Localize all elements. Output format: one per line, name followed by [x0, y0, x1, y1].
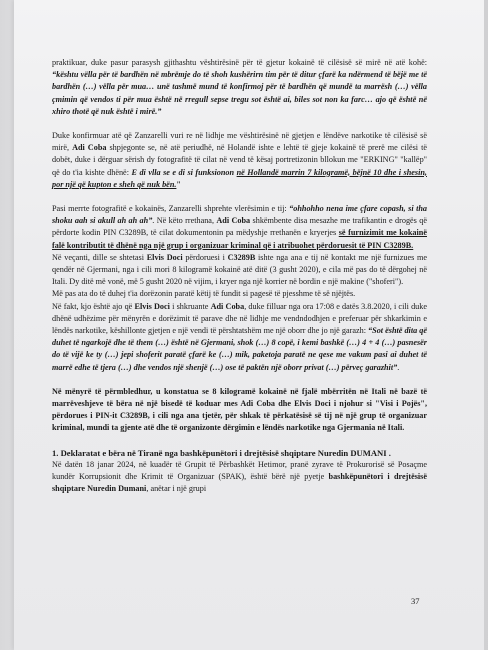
quote-2-start: E di vlla se e di	[131, 167, 188, 177]
section-paragraph	[52, 459, 427, 496]
paragraph-3-text: . Në këto rrethana,	[152, 216, 217, 226]
paragraph-3-body: shkëmbente disa mesazhe me trafikantin e drogës që përdorte kodin PIN C3289B, të cilat dokumentonin pa mëdyshje rrethanën e kryerjes	[52, 216, 427, 238]
paragraph-5-intro: Në fakt, kjo është ajo që	[52, 301, 135, 311]
paragraph-5	[52, 301, 427, 374]
section-heading: 1. Deklaratat e bëra në Tiranë nga bashkëpunëtori i drejtësisë shqiptare Nuredin DUMANI .	[52, 447, 391, 458]
name-elvis-doci: Elvis Doci	[134, 301, 170, 311]
paragraph-3b-intro: Në veçanti, dille se shtetasi	[52, 252, 147, 262]
paragraph-2	[52, 130, 427, 191]
pin-code: C3289B	[227, 252, 256, 262]
paragraph-3b-text: përdoruesi i	[182, 252, 228, 262]
name-adi-coba: Adi Coba	[72, 143, 107, 153]
name-adi-coba: Adi Coba	[216, 216, 251, 226]
paragraph-5-body: , duke filluar nga ora 17:08 e datës 3.8.2020, i cili duke dhënë udhëzime për mënyrën e dorëzimit të paravе dhe në lidhje me vendndodhjen e preferuar për shkarkimin e lëndës narkotike, këshillonte gjetjen e një vendi të përshtatshëm me një oborr dhe jo një garazh:	[52, 301, 427, 336]
paragraph-1-intro: praktikuar, duke pasur parasysh gjithashtu vështirësinë për të gjetur kokainë të cilësisë së mirë në atë kohë:	[52, 58, 427, 67]
quote-5: “Sot është dita që duhet të ngarkojë dhe të them (…) është në Gjermani, shok (…) 8 copë, i kemi bashkë (…) 4 + 4 (…) pasnesër do të vijë ke ty (…) jepi shoferit paratë çfarë ke (…) mik, paketoja paratë ne qese me vakum pasi ai duhet të marrë edhe të tjera (…) dhe vendos një shenjë (…) ose të paktën një oborr privat (…) përveç garazhit”	[52, 326, 427, 372]
quote-2-underlined: në Hollandë marrin 7 kilogramë, bëjnë 10 dhe i shesin, por një që kupton e sheh që nuk bën.	[52, 167, 427, 189]
name-nuredin-dumani: bashkëpunëtori i drejtësisë shqiptare Nuredin Dumani	[52, 472, 427, 494]
paragraph-2-intro: Duke konfirmuar atë që Zanzarelli vuri re në lidhje me vështirësinë në gjetjen e lëndëve narkotike të cilësisë së mirë,	[52, 131, 427, 153]
paragraph-3-intro: Pasi merrte fotografitë e kokainës, Zanzarelli shprehte vlerësimin e tij:	[52, 204, 290, 214]
quote-3: “ohhohho nena ime çfare copash, si tha shoku aah si akull ah ah ah”	[52, 204, 427, 226]
paragraph-3	[52, 203, 427, 252]
quote-2-middle: si funksionon	[187, 167, 237, 177]
paragraph-2-body: shpjegonte se, në atë periudhë, në Holandë ishte e lehtë të gjeje kokainë të prerë me cilësi të dobët, duke i dërguar sërish dy fotografitë të cilat në vend të kësaj portretizonin bllokun me "ERKING" "kallëp" që do t'ia kishte dhënë:	[52, 143, 427, 177]
name-elvis-doci: Elvis Doci	[146, 252, 183, 262]
paragraph-3b	[52, 252, 427, 289]
page-number: 37	[411, 596, 420, 606]
page-body	[52, 57, 427, 496]
section-paragraph-intro: Në datën 18 janar 2024, në kuadër të Grupit të Përbashkët Hetimor, pranë zyrave të Prokurorisë së Posaçme kundër Korrupsionit dhe Krimit të Organizuar (SPAK), është bërë një pyetje	[52, 459, 427, 482]
quote-2-end: "	[176, 179, 181, 189]
name-adi-coba: Adi Coba	[210, 301, 245, 311]
paragraph-3b-body: ishte nga ana e tij në kontakt me një furnizues me qendër në Gjermani, nga i cili mori 8 kilogramë kokainë atë ditë (3 gusht 2020), e cila më pas do të dërgohej në Itali. Dy ditë më vonë, më 5 gusht 2020 në vijim, i kryer nga një korrier në bordin e një makine ("shoferi").	[52, 252, 427, 287]
section-paragraph-end: , anëtar i një grupi	[146, 484, 207, 494]
summary-paragraph: Në mënyrë të përmbledhur, u konstatua se 8 kilogramë kokainë në fjalë mbërritën në Itali në bazë të marrëveshjeve të bëra në një bisedë të koduar mes Adi Coba dhe Elvis Doci i njohur si "Visi i Pojës", përdorues i PIN-it C3289B, i cili nga ana tjetër, për shkak të përkatësisë së tij në një grup të organizuar kriminal, mundi ta gjente atë dhe të organizonte dërgimin e lëndës narkotike nga Gjermania në Itali.	[52, 386, 427, 433]
underlined-finding: së furnizimit me kokainë falë kontributit të dhënë nga një grup i organizuar kriminal që i atribuohet përdoruesit të PIN C3289B.	[52, 228, 427, 250]
paragraph-5-end: .	[397, 362, 400, 372]
paragraph-4: Më pas ata do të duhej t'ia dorëzonin paratë këtij të fundit si pagesë të pjesshme të së njëjtës.	[52, 289, 356, 299]
paragraph-5-text: i shkruante	[169, 301, 211, 311]
quote-1: “kështu vëlla për të bardhën në mbrëmje do të shoh kushërirn tim për të ditur çfarë ka ndërmend të bëjë me të bardhën (…) vëlla për mua… unë tashmë mund të konfirmoj për të bardhën që mundë ta marrësh (…) vëlla çmimin që vendos ti për mua është në rregull sepse tregu sot është ai, biles sot non ka farc… ajo që është në xhiro thotë që nuk është i mirë.”	[52, 70, 427, 116]
paragraph-1	[52, 57, 427, 118]
